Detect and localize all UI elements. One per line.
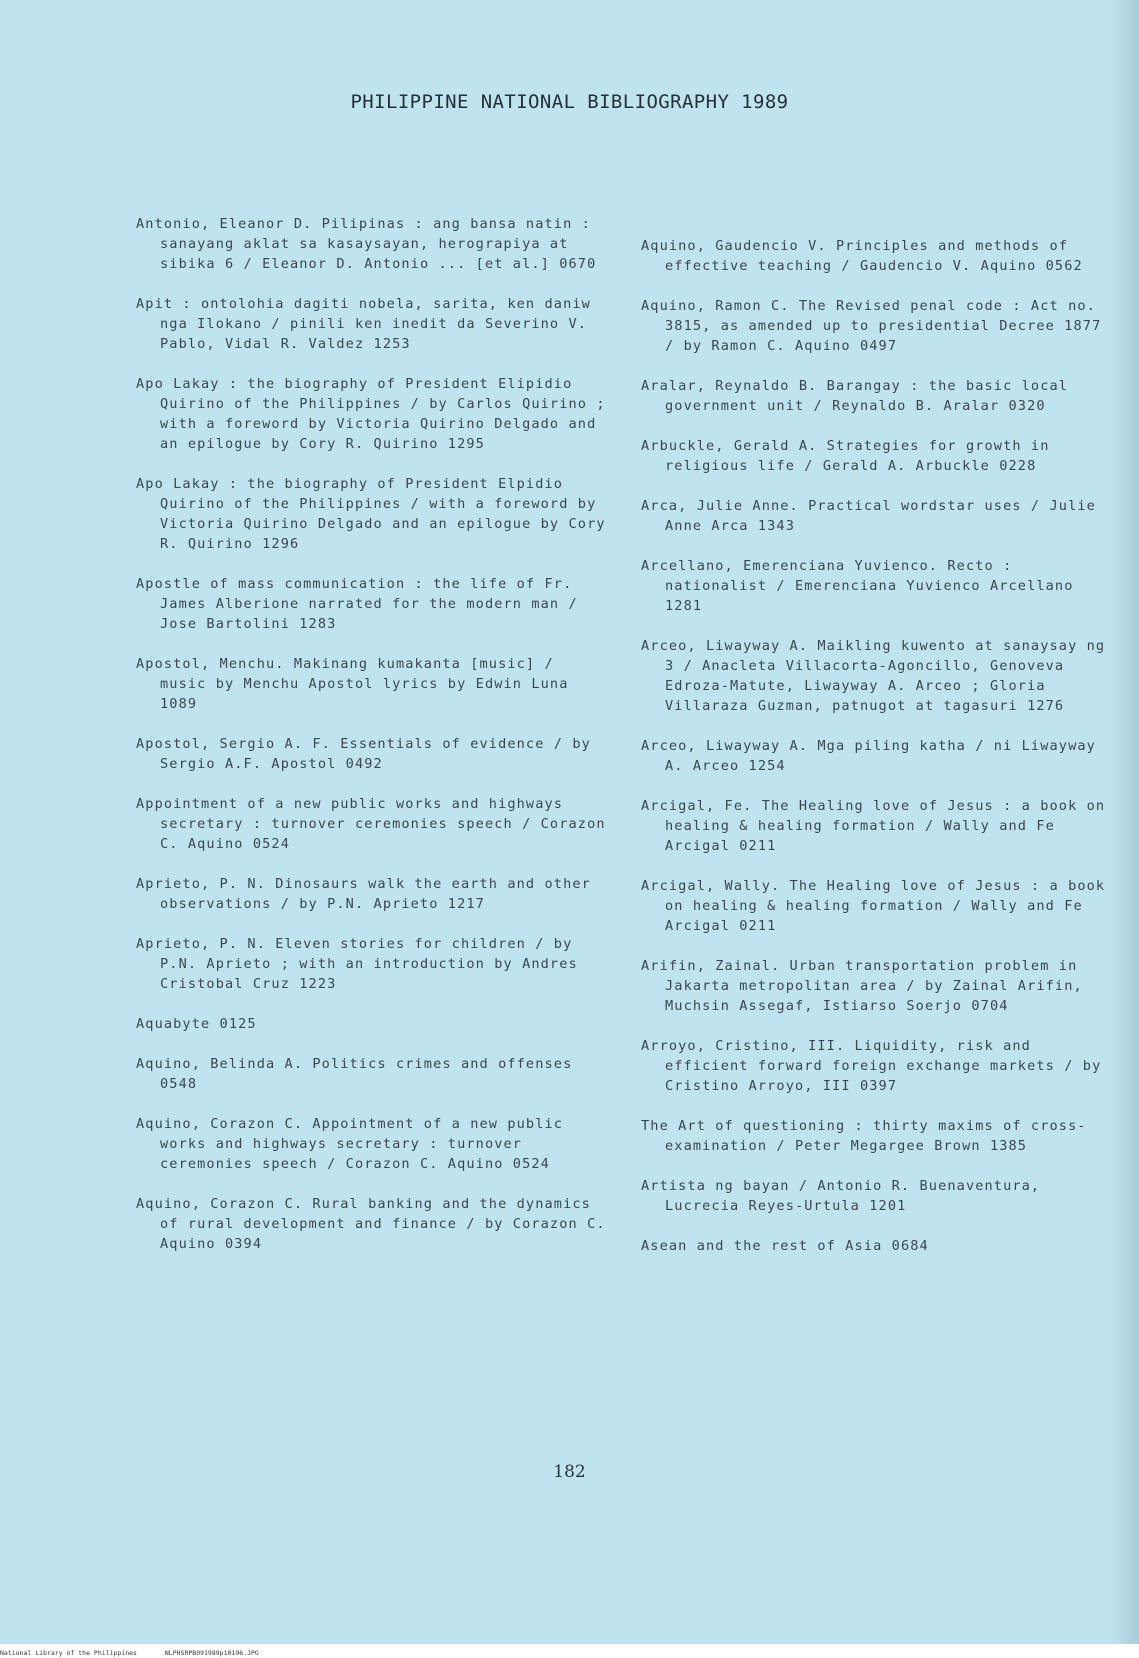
footer-filename: NLPHSRPB091989p10196.JPG — [164, 1649, 259, 1657]
bibliography-entry: Artista ng bayan / Antonio R. Buenaventura, Lucrecia Reyes-Urtula 1201 — [641, 1178, 1041, 1214]
bibliography-entry: Arifin, Zainal. Urban transportation problem in Jakarta metropolitan area / by Zainal Arifin, Muchsin Assegaf, Istiarso Soerjo 0704 — [641, 958, 1083, 1014]
bibliography-entry: Apo Lakay : the biography of President Elpidio Quirino of the Philippines / with a foreword by Victoria Quirino Delgado and an epilogue by Cory R. Quirino 1296 — [136, 476, 606, 552]
page-edge-shadow — [1111, 0, 1139, 1658]
bibliography-entry: Aquino, Corazon C. Rural banking and the dynamics of rural development and finance / by Corazon C. Aquino 0394 — [136, 1196, 606, 1252]
bibliography-entry: Aquabyte 0125 — [136, 1016, 257, 1032]
bibliography-entry: Arcellano, Emerenciana Yuvienco. Recto : nationalist / Emerenciana Yuvienco Arcellano 1281 — [641, 558, 1074, 614]
bibliography-entry: Aquino, Gaudencio V. Principles and methods of effective teaching / Gaudencio V. Aquino 0562 — [641, 238, 1083, 274]
scan-footer-strip — [0, 1644, 1139, 1658]
bibliography-entry: Aquino, Belinda A. Politics crimes and offenses 0548 — [136, 1056, 573, 1092]
bibliography-entry: Aprieto, P. N. Dinosaurs walk the earth and other observations / by P.N. Aprieto 1217 — [136, 876, 591, 912]
page-number: 182 — [553, 1462, 586, 1482]
bibliography-entry: Apit : ontolohia dagiti nobela, sarita, ken daniw nga Ilokano / pinili ken inedit da Severino V. Pablo, Vidal R. Valdez 1253 — [136, 296, 591, 352]
footer-library-name: National Library of the Philippines — [0, 1649, 137, 1657]
bibliography-entry: Arroyo, Cristino, III. Liquidity, risk and efficient forward foreign exchange markets / by Cristino Arroyo, III 0397 — [641, 1038, 1102, 1094]
bibliography-entry: Arceo, Liwayway A. Maikling kuwento at sanaysay ng 3 / Anacleta Villacorta-Agoncillo, Genoveva Edroza-Matute, Liwayway A. Arceo ; Gloria Villaraza Guzman, patnugot at tagasuri 1276 — [641, 638, 1106, 714]
left-column — [136, 214, 606, 1274]
bibliography-entry: Asean and the rest of Asia 0684 — [641, 1238, 929, 1254]
bibliography-entry: Antonio, Eleanor D. Pilipinas : ang bansa natin : sanayang aklat sa kasaysayan, herograpiya at sibika 6 / Eleanor D. Antonio ... [et al.] 0670 — [136, 216, 597, 272]
bibliography-entry: Apostol, Sergio A. F. Essentials of evidence / by Sergio A.F. Apostol 0492 — [136, 736, 591, 772]
bibliography-entry: Aralar, Reynaldo B. Barangay : the basic local government unit / Reynaldo B. Aralar 0320 — [641, 378, 1069, 414]
scan-footer-text — [0, 1649, 283, 1657]
bibliography-entry: Arbuckle, Gerald A. Strategies for growth in religious life / Gerald A. Arbuckle 0228 — [641, 438, 1050, 474]
bibliography-entry: Apo Lakay : the biography of President Elipidio Quirino of the Philippines / by Carlos Quirino ; with a foreword by Victoria Quirino Delgado and an epilogue by Cory R. Quirino 1295 — [136, 376, 606, 452]
bibliography-entry: Apostol, Menchu. Makinang kumakanta [music] / music by Menchu Apostol lyrics by Edwin Luna 1089 — [136, 656, 569, 712]
bibliography-entry: Arcigal, Wally. The Healing love of Jesus : a book on healing & healing formation / Wally and Fe Arcigal 0211 — [641, 878, 1106, 934]
bibliography-entry: Aquino, Corazon C. Appointment of a new public works and highways secretary : turnover ceremonies speech / Corazon C. Aquino 0524 — [136, 1116, 564, 1172]
bibliography-entry: Apostle of mass communication : the life of Fr. James Alberione narrated for the modern man / Jose Bartolini 1283 — [136, 576, 578, 632]
bibliography-entry: Aquino, Ramon C. The Revised penal code : Act no. 3815, as amended up to presidential Decree 1877 / by Ramon C. Aquino 0497 — [641, 298, 1102, 354]
bibliography-entry: Arca, Julie Anne. Practical wordstar uses / Julie Anne Arca 1343 — [641, 498, 1096, 534]
bibliography-entry: Arcigal, Fe. The Healing love of Jesus : a book on healing & healing formation / Wally and Fe Arcigal 0211 — [641, 798, 1106, 854]
right-column — [641, 236, 1111, 1276]
bibliography-entry: The Art of questioning : thirty maxims of cross-examination / Peter Megargee Brown 1385 — [641, 1118, 1087, 1154]
page-title: PHILIPPINE NATIONAL BIBLIOGRAPHY 1989 — [350, 91, 789, 113]
bibliography-entry: Appointment of a new public works and highways secretary : turnover ceremonies speech / Corazon C. Aquino 0524 — [136, 796, 606, 852]
bibliography-entry: Aprieto, P. N. Eleven stories for children / by P.N. Aprieto ; with an introduction by Andres Cristobal Cruz 1223 — [136, 936, 578, 992]
bibliography-entry: Arceo, Liwayway A. Mga piling katha / ni Liwayway A. Arceo 1254 — [641, 738, 1096, 774]
